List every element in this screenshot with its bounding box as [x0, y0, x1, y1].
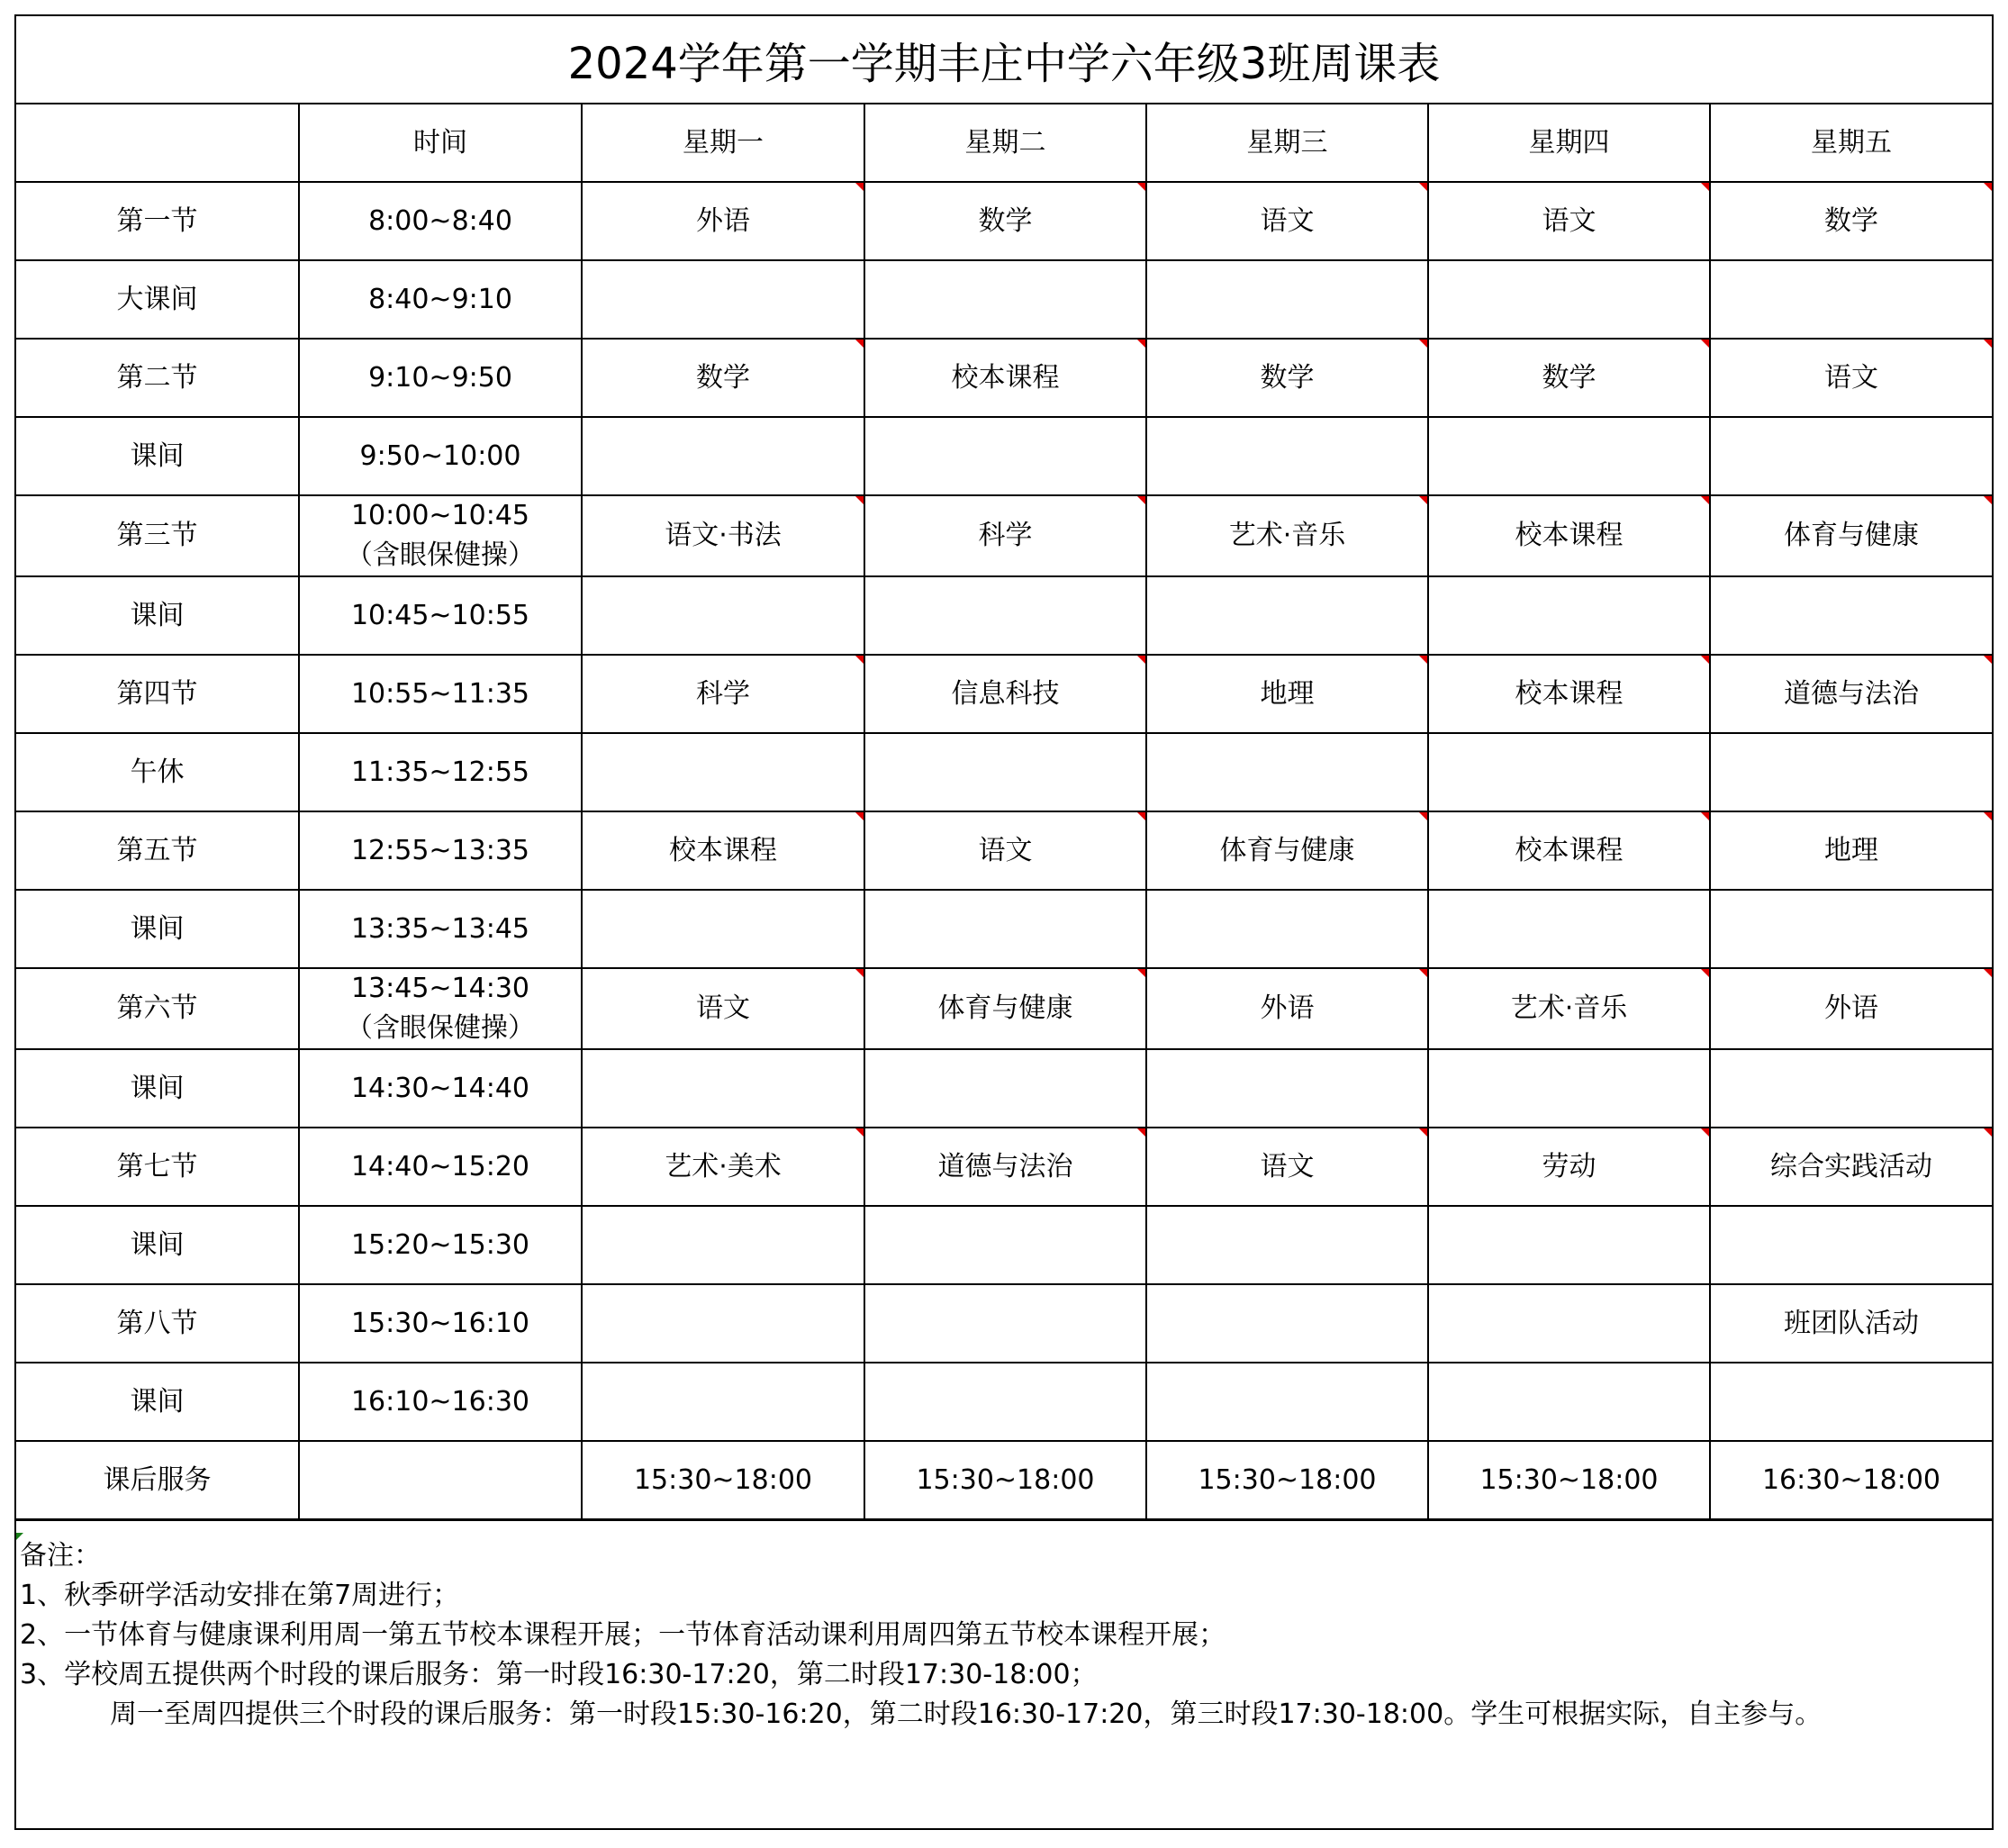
time-text: 16:10~16:30 — [350, 1385, 530, 1418]
time-text: 8:00~8:40 — [368, 204, 512, 237]
class-text: 校本课程 — [1515, 520, 1624, 551]
class-cell — [1146, 968, 1428, 1049]
class-cell — [1428, 339, 1710, 417]
period-cell: 课间 — [16, 890, 299, 968]
class-cell — [1710, 1049, 1992, 1128]
class-text: 语文 — [1542, 204, 1596, 237]
time-text: （含眼保健操） — [346, 1012, 535, 1044]
comment-flag-icon — [855, 183, 864, 191]
class-cell — [1710, 1284, 1992, 1363]
class-cell — [1146, 1284, 1428, 1363]
note-line: 2、一节体育与健康课利用周一第五节校本课程开展；一节体育活动课利用周四第五节校本课程开展； — [20, 1619, 1226, 1651]
class-text: 外语 — [1824, 992, 1878, 1024]
comment-flag-icon — [1984, 969, 1992, 977]
comment-flag-icon — [1984, 496, 1992, 504]
comment-flag-icon — [855, 340, 864, 348]
class-cell — [864, 1284, 1146, 1363]
class-cell — [864, 339, 1146, 417]
comment-flag-icon — [1137, 656, 1145, 664]
period-cell: 课间 — [16, 1049, 299, 1128]
class-text: 科学 — [978, 520, 1033, 551]
class-text: 体育与健康 — [1219, 834, 1355, 866]
class-cell — [582, 339, 864, 417]
class-cell — [1146, 417, 1428, 495]
comment-flag-icon — [1701, 656, 1709, 664]
class-cell — [582, 1049, 864, 1128]
class-cell — [1146, 1128, 1428, 1206]
class-cell — [1428, 260, 1710, 339]
page-title: 2024学年第一学期丰庄中学六年级3班周课表 — [16, 16, 1992, 104]
class-cell — [864, 576, 1146, 655]
class-cell — [1710, 655, 1992, 733]
period-cell: 第五节 — [16, 811, 299, 890]
class-text: 校本课程 — [1515, 677, 1624, 710]
time-text: 9:50~10:00 — [359, 439, 521, 472]
comment-flag-icon — [1137, 183, 1145, 191]
class-cell — [1710, 1441, 1992, 1520]
table-row — [16, 733, 1992, 811]
table-row — [16, 576, 1992, 655]
class-text: 校本课程 — [1515, 834, 1624, 866]
class-cell — [582, 890, 864, 968]
class-text: 语文 — [1260, 1150, 1315, 1182]
table-row — [16, 260, 1992, 339]
class-cell — [864, 182, 1146, 260]
comment-flag-icon — [855, 969, 864, 977]
class-cell — [864, 890, 1146, 968]
header-cell: 星期一 — [582, 104, 864, 182]
comment-flag-icon — [855, 656, 864, 664]
comment-flag-icon — [1984, 340, 1992, 348]
class-cell — [1146, 1049, 1428, 1128]
class-cell — [1146, 1206, 1428, 1284]
class-text: 艺术·音乐 — [1510, 992, 1628, 1024]
period-cell: 课间 — [16, 1363, 299, 1441]
class-cell — [1146, 576, 1428, 655]
comment-flag-icon — [1701, 340, 1709, 348]
class-text: 语文 — [1824, 361, 1878, 394]
class-cell — [1146, 811, 1428, 890]
class-text: 语文 — [1260, 204, 1315, 237]
class-text: 综合实践活动 — [1770, 1150, 1932, 1182]
comment-flag-icon — [1419, 496, 1427, 504]
class-cell — [1428, 576, 1710, 655]
class-cell — [1428, 417, 1710, 495]
class-text: 外语 — [1260, 992, 1315, 1024]
table-row — [16, 1049, 1992, 1128]
time-cell — [299, 1128, 582, 1206]
time-text: 8:40~9:10 — [368, 283, 512, 315]
period-cell: 第三节 — [16, 495, 299, 576]
class-text: 校本课程 — [951, 361, 1060, 394]
class-cell — [864, 1441, 1146, 1520]
class-cell — [864, 655, 1146, 733]
class-cell — [1428, 811, 1710, 890]
class-cell — [1146, 260, 1428, 339]
class-text: 数学 — [1260, 361, 1315, 394]
header-cell: 星期四 — [1428, 104, 1710, 182]
period-cell: 课后服务 — [16, 1441, 299, 1520]
note-line: 3、学校周五提供两个时段的课后服务：第一时段16:30-17:20，第二时段17:30-18:00； — [20, 1659, 1098, 1690]
table-row — [16, 968, 1992, 1049]
table-row — [16, 811, 1992, 890]
time-text: 9:10~9:50 — [368, 361, 512, 394]
header-cell — [16, 104, 299, 182]
time-text: 15:20~15:30 — [350, 1228, 530, 1261]
class-cell — [1428, 655, 1710, 733]
class-cell — [864, 1049, 1146, 1128]
class-cell — [1710, 260, 1992, 339]
comment-flag-icon — [1419, 340, 1427, 348]
comment-flag-icon — [1137, 969, 1145, 977]
class-text: 劳动 — [1542, 1150, 1596, 1182]
class-cell — [1146, 733, 1428, 811]
comment-flag-icon — [1984, 812, 1992, 820]
period-cell: 大课间 — [16, 260, 299, 339]
class-text: 数学 — [696, 361, 750, 394]
table-row — [16, 655, 1992, 733]
class-cell — [1146, 182, 1428, 260]
class-text: 数学 — [1824, 204, 1878, 237]
class-cell — [1428, 1441, 1710, 1520]
table-row — [16, 495, 1992, 576]
table-row — [16, 417, 1992, 495]
class-text: 科学 — [696, 677, 750, 710]
class-text: 道德与法治 — [1784, 677, 1919, 710]
comment-flag-icon — [1137, 1128, 1145, 1137]
class-cell — [1710, 1206, 1992, 1284]
class-cell — [1146, 495, 1428, 576]
class-cell — [1710, 890, 1992, 968]
time-text: 14:40~15:20 — [350, 1150, 530, 1182]
class-cell — [582, 733, 864, 811]
note-line-indented: 周一至周四提供三个时段的课后服务：第一时段15:30-16:20，第二时段16:30-17:20，第三时段17:30-18:00。学生可根据实际，自主参与。 — [110, 1699, 1823, 1730]
comment-flag-icon — [1137, 812, 1145, 820]
comment-flag-icon — [1701, 1128, 1709, 1137]
time-text: 12:55~13:35 — [350, 834, 530, 866]
class-cell — [1146, 655, 1428, 733]
comment-flag-icon — [1984, 183, 1992, 191]
comment-flag-icon — [855, 812, 864, 820]
class-text: 校本课程 — [669, 834, 777, 866]
time-cell — [299, 733, 582, 811]
comment-flag-icon — [855, 496, 864, 504]
class-cell — [582, 811, 864, 890]
header-cell: 时间 — [299, 104, 582, 182]
class-cell — [1710, 339, 1992, 417]
table-row — [16, 890, 1992, 968]
class-text: 艺术·美术 — [665, 1150, 782, 1182]
class-cell — [582, 1363, 864, 1441]
class-text: 体育与健康 — [1784, 520, 1919, 551]
class-text: 道德与法治 — [937, 1150, 1073, 1182]
class-text: 地理 — [1260, 677, 1315, 710]
class-text: 15:30~18:00 — [1198, 1463, 1377, 1496]
timetable-sheet — [14, 14, 1994, 1830]
time-cell — [299, 1206, 582, 1284]
class-cell — [1428, 890, 1710, 968]
class-cell — [1428, 1206, 1710, 1284]
period-cell: 第六节 — [16, 968, 299, 1049]
time-text: 13:45~14:30 — [350, 973, 530, 1004]
time-cell — [299, 339, 582, 417]
class-cell — [1710, 182, 1992, 260]
comment-flag-icon — [1137, 496, 1145, 504]
class-cell — [1428, 1363, 1710, 1441]
class-cell — [582, 1284, 864, 1363]
comment-flag-icon — [1701, 969, 1709, 977]
class-cell — [1428, 1049, 1710, 1128]
class-cell — [1710, 968, 1992, 1049]
notes-heading: 备注： — [20, 1540, 101, 1572]
table-row — [16, 1441, 1992, 1520]
class-cell — [864, 968, 1146, 1049]
class-cell — [1428, 1284, 1710, 1363]
table-row — [16, 1363, 1992, 1441]
period-cell: 课间 — [16, 417, 299, 495]
comment-flag-icon — [1701, 183, 1709, 191]
period-cell: 第七节 — [16, 1128, 299, 1206]
class-cell — [1710, 417, 1992, 495]
class-cell — [1428, 733, 1710, 811]
table-row — [16, 1284, 1992, 1363]
comment-flag-icon — [1419, 656, 1427, 664]
class-cell — [864, 811, 1146, 890]
class-text: 外语 — [696, 204, 750, 237]
comment-flag-icon — [1701, 496, 1709, 504]
time-cell — [299, 968, 582, 1049]
class-text: 语文·书法 — [665, 520, 782, 551]
class-cell — [582, 182, 864, 260]
class-cell — [1710, 576, 1992, 655]
time-text: 10:55~11:35 — [350, 677, 530, 710]
class-cell — [582, 1128, 864, 1206]
time-cell — [299, 890, 582, 968]
time-cell — [299, 1441, 582, 1520]
class-text: 艺术·音乐 — [1228, 520, 1346, 551]
period-cell: 午休 — [16, 733, 299, 811]
time-cell — [299, 1049, 582, 1128]
class-cell — [864, 417, 1146, 495]
time-text: 10:45~10:55 — [350, 599, 530, 631]
time-text: 10:00~10:45 — [350, 500, 530, 531]
class-cell — [864, 495, 1146, 576]
class-cell — [864, 260, 1146, 339]
class-cell — [1428, 968, 1710, 1049]
class-text: 15:30~18:00 — [1479, 1463, 1659, 1496]
period-cell: 第四节 — [16, 655, 299, 733]
class-cell — [582, 1441, 864, 1520]
period-cell: 课间 — [16, 1206, 299, 1284]
table-row — [16, 1128, 1992, 1206]
class-text: 15:30~18:00 — [633, 1463, 813, 1496]
time-cell — [299, 417, 582, 495]
time-cell — [299, 1363, 582, 1441]
time-text: 13:35~13:45 — [350, 912, 530, 945]
class-cell — [582, 260, 864, 339]
period-cell: 第二节 — [16, 339, 299, 417]
class-cell — [582, 495, 864, 576]
header-cell: 星期二 — [864, 104, 1146, 182]
comment-flag-icon — [1419, 183, 1427, 191]
class-text: 语文 — [696, 992, 750, 1024]
time-cell — [299, 495, 582, 576]
notes-section — [20, 1536, 1983, 1735]
class-text: 体育与健康 — [937, 992, 1073, 1024]
class-text: 信息科技 — [951, 677, 1060, 710]
comment-flag-icon — [1419, 969, 1427, 977]
class-cell — [1428, 495, 1710, 576]
class-cell — [864, 1363, 1146, 1441]
class-cell — [1146, 1363, 1428, 1441]
class-cell — [864, 1128, 1146, 1206]
class-text: 15:30~18:00 — [916, 1463, 1095, 1496]
class-text: 地理 — [1824, 834, 1878, 866]
comment-flag-icon — [1137, 340, 1145, 348]
table-row — [16, 339, 1992, 417]
period-cell: 课间 — [16, 576, 299, 655]
class-text: 16:30~18:00 — [1761, 1463, 1941, 1496]
comment-flag-icon — [1701, 812, 1709, 820]
class-text: 数学 — [978, 204, 1033, 237]
class-cell — [582, 417, 864, 495]
time-cell — [299, 182, 582, 260]
note-line: 1、秋季研学活动安排在第7周进行； — [20, 1580, 460, 1611]
class-cell — [582, 1206, 864, 1284]
timetable-grid — [16, 104, 1992, 1521]
class-cell — [1710, 1128, 1992, 1206]
class-text: 语文 — [978, 834, 1033, 866]
time-cell — [299, 260, 582, 339]
class-cell — [1146, 339, 1428, 417]
header-cell: 星期五 — [1710, 104, 1992, 182]
class-cell — [582, 968, 864, 1049]
comment-flag-icon — [1419, 812, 1427, 820]
comment-flag-icon — [1984, 656, 1992, 664]
class-cell — [1710, 495, 1992, 576]
class-text: 数学 — [1542, 361, 1596, 394]
class-cell — [1710, 811, 1992, 890]
time-cell — [299, 1284, 582, 1363]
time-cell — [299, 811, 582, 890]
time-cell — [299, 576, 582, 655]
class-cell — [864, 733, 1146, 811]
class-cell — [864, 1206, 1146, 1284]
table-row — [16, 1206, 1992, 1284]
class-cell — [1428, 1128, 1710, 1206]
class-cell — [1710, 733, 1992, 811]
class-cell — [1710, 1363, 1992, 1441]
class-cell — [1146, 1441, 1428, 1520]
comment-flag-icon — [1419, 1128, 1427, 1137]
class-cell — [1428, 182, 1710, 260]
class-cell — [1146, 890, 1428, 968]
class-cell — [582, 655, 864, 733]
time-text: 15:30~16:10 — [350, 1307, 530, 1339]
time-text: 14:30~14:40 — [350, 1072, 530, 1104]
header-row — [16, 104, 1992, 182]
period-cell: 第一节 — [16, 182, 299, 260]
time-text: 11:35~12:55 — [350, 756, 530, 788]
period-cell: 第八节 — [16, 1284, 299, 1363]
class-cell — [582, 576, 864, 655]
time-text: （含眼保健操） — [346, 539, 535, 571]
comment-flag-icon — [855, 1128, 864, 1137]
table-row — [16, 182, 1992, 260]
header-cell: 星期三 — [1146, 104, 1428, 182]
time-cell — [299, 655, 582, 733]
class-text: 班团队活动 — [1784, 1307, 1919, 1339]
comment-flag-icon — [1984, 1128, 1992, 1137]
